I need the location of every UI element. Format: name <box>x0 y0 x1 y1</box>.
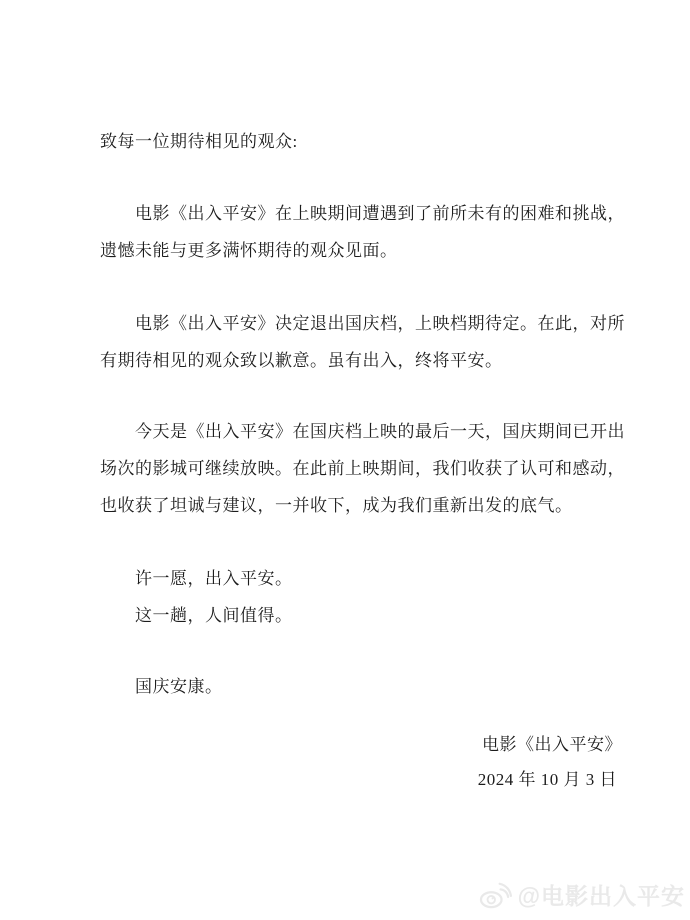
wish-lines <box>100 560 622 634</box>
text-line: 也收获了坦诚与建议，一并收下，成为我们重新出发的底气。 <box>100 496 573 515</box>
letter-date: 2024 年 10 月 3 日 <box>477 770 617 789</box>
watermark-handle: @电影出入平安 <box>517 883 685 909</box>
text-line: 今天是《出入平安》在国庆档上映的最后一天，国庆期间已开出 <box>135 422 625 441</box>
text-line: 电影《出入平安》在上映期间遭遇到了前所未有的困难和挑战， <box>135 204 625 223</box>
text-line: 有期待相见的观众致以歉意。虽有出入，终将平安。 <box>100 351 503 370</box>
text-line: 遗憾未能与更多满怀期待的观众见面。 <box>100 241 398 260</box>
signature: 电影《出入平安》 <box>482 735 622 754</box>
paragraph-difficulties <box>100 195 625 269</box>
text-line: 电影《出入平安》决定退出国庆档，上映档期待定。在此，对所 <box>135 314 625 333</box>
weibo-icon <box>478 881 512 909</box>
text-line: 许一愿，出入平安。 <box>135 569 293 588</box>
paragraph-withdrawal <box>100 305 625 379</box>
salutation: 致每一位期待相见的观众: <box>100 132 298 151</box>
text-line: 场次的影城可继续放映。在此前上映期间，我们收获了认可和感动， <box>100 459 625 478</box>
weibo-watermark <box>478 878 685 911</box>
text-line: 这一趟，人间值得。 <box>135 606 293 625</box>
closing-greeting <box>100 668 622 705</box>
text-line: 国庆安康。 <box>135 677 223 696</box>
paragraph-last-day <box>100 413 625 524</box>
